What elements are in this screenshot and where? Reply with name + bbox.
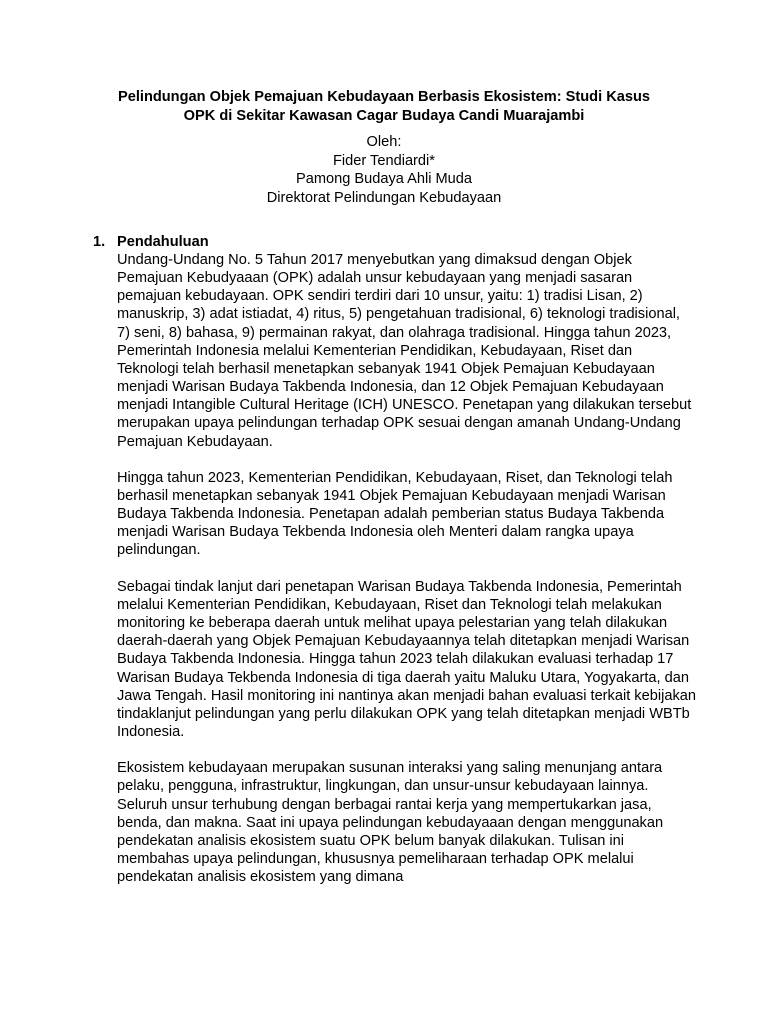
section-title: Pendahuluan	[117, 234, 209, 250]
section-heading	[93, 233, 693, 252]
section-number: 1.	[93, 234, 106, 250]
byline	[60, 133, 708, 207]
paragraph-1: Undang-Undang No. 5 Tahun 2017 menyebutkan yang dimaksud dengan Objek Pemajuan Kebudyaaan (OPK) adalah unsur kebudayaan yang menjadi sasaran pemajuan kebudayaan. OPK sendiri terdiri dari 10 unsur, yaitu: 1) tradisi Lisan, 2) manuskrip, 3) adat istiadat, 4) ritus, 5) pengetahuan tradisional, 6) teknologi tradisional, 7) seni, 8) bahasa, 9) permainan rakyat, dan olahraga tradisional. Hingga tahun 2023, Pemerintah Indonesia melalui Kementerian Pendidikan, Kebudayaan, Riset dan Teknologi telah berhasil menetapkan sebanyak 1941 Objek Pemajuan Kebudayaan menjadi Warisan Budaya Takbenda Indonesia, dan 12 Objek Pemajuan Kebudayaan menjadi Intangible Cultural Heritage (ICH) UNESCO. Penetapan yang dilakukan tersebut merupakan upaya pelindungan terhadap OPK sesuai dengan amanah Undang-Undang Pemajuan Kebudayaan.	[117, 252, 692, 450]
section-header	[93, 233, 693, 252]
title-line-2: OPK di Sekitar Kawasan Cagar Budaya Candi Muarajambi	[183, 108, 585, 124]
paragraph-4: Ekosistem kebudayaan merupakan susunan interaksi yang saling menunjang antara pelaku, pengguna, infrastruktur, lingkungan, dan unsur-unsur kebudayaan lainnya. Seluruh unsur terhubung dengan berbagai rantai kerja yang mempertukarkan jasa, benda, dan makna. Saat ini upaya pelindungan kebudayaaan dengan menggunakan pendekatan analisis ekosistem suatu OPK belum banyak dilakukan. Tulisan ini membahas upaya pelindungan, khususnya pemeliharaan terhadap OPK melalui pendekatan analisis ekosistem yang dimana	[117, 760, 664, 886]
paragraph-3: Sebagai tindak lanjut dari penetapan Warisan Budaya Takbenda Indonesia, Pemerintah melalui Kementerian Pendidikan, Kebudayaan, Riset dan Teknologi telah melakukan monitoring ke beberapa daerah untuk melihat upaya pelestarian yang telah dilakukan daerah-daerah yang Objek Pemajuan Kebudayaannya telah ditetapkan menjadi Warisan Budaya Takbenda Indonesia. Hingga tahun 2023 telah dilakukan evaluasi terhadap 17 Warisan Budaya Tekbenda Indonesia di tiga daerah yaitu Maluku Utara, Yogyakarta, dan Jawa Tengah. Hasil monitoring ini nantinya akan menjadi bahan evaluasi terkait kebijakan tindaklanjut pelindungan yang perlu dilakukan OPK yang telah ditetapkan menjadi WBTb Indonesia.	[117, 578, 696, 741]
author-name: Fider Tendiardi*	[333, 152, 435, 169]
body-text	[117, 251, 697, 905]
document-title	[60, 88, 708, 126]
paragraph-2: Hingga tahun 2023, Kementerian Pendidikan, Kebudayaan, Riset, dan Teknologi telah berhasil menetapkan sebanyak 1941 Objek Pemajuan Kebudayaan menjadi Warisan Budaya Takbenda Indonesia. Penetapan adalah pemberian status Budaya Takbenda menjadi Warisan Budaya Tekbenda Indonesia oleh Menteri dalam rangka upaya pelindungan.	[117, 469, 673, 559]
author-organization: Direktorat Pelindungan Kebudayaan	[266, 189, 502, 206]
byline-label: Oleh:	[366, 134, 402, 150]
author-position: Pamong Budaya Ahli Muda	[295, 171, 473, 187]
title-line-1: Pelindungan Objek Pemajuan Kebudayaan Berbasis Ekosistem: Studi Kasus	[117, 89, 651, 105]
